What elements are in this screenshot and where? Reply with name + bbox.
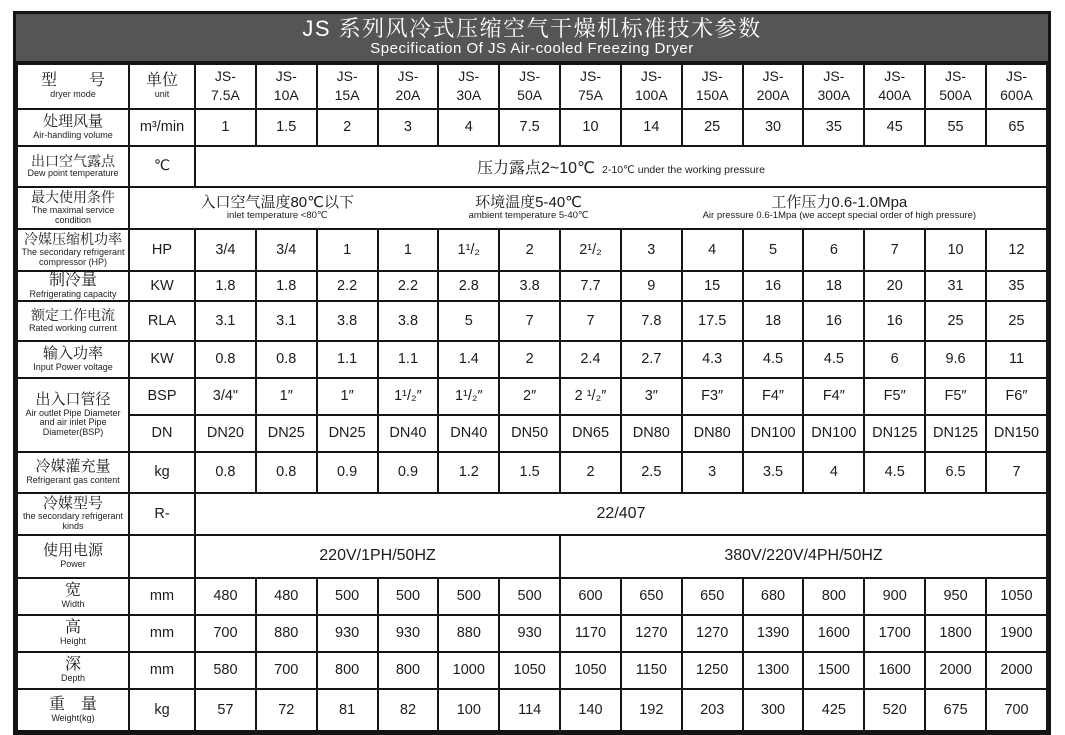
unit-cell: RLA — [129, 301, 195, 341]
model-header-cell — [499, 64, 560, 109]
value-cell: F5″ — [864, 378, 925, 415]
value-cell: 65 — [986, 109, 1047, 146]
model-name-top: JS- — [275, 68, 297, 85]
row-label-en: The secondary refrigerant compressor (HP) — [21, 246, 125, 267]
value-cell: DN20 — [195, 415, 256, 452]
unit-cell: KW — [129, 341, 195, 378]
value-cell: 1¹/₂″ — [438, 378, 499, 415]
value-cell: 1¹/₂″ — [378, 378, 439, 415]
row-label — [17, 652, 129, 689]
model-name-bottom: 15A — [334, 87, 360, 104]
value-cell: 1050 — [560, 652, 621, 689]
unit-cell: R- — [129, 493, 195, 535]
row-label-en: Input Power voltage — [33, 361, 113, 372]
value-cell: 0.8 — [256, 452, 317, 493]
condition-block — [634, 194, 1045, 221]
merged-value-cell — [195, 146, 1047, 187]
value-cell: 1270 — [621, 615, 682, 652]
value-cell: 30 — [743, 109, 804, 146]
spec-table — [16, 63, 1048, 732]
row-label — [17, 187, 129, 229]
value-cell: 1 — [378, 229, 439, 271]
model-header-cell — [986, 64, 1047, 109]
row-label-zh: 出口空气露点 — [31, 152, 115, 169]
value-cell: 5 — [438, 301, 499, 341]
model-header-cell — [925, 64, 986, 109]
model-name-bottom: 150A — [695, 87, 729, 104]
value-cell: 16 — [864, 301, 925, 341]
value-cell: 500 — [317, 578, 378, 615]
row-label — [17, 146, 129, 187]
value-cell: 17.5 — [682, 301, 743, 341]
value-cell: 1.1 — [378, 341, 439, 378]
model-name-bottom: 75A — [578, 87, 603, 104]
value-cell: 2.7 — [621, 341, 682, 378]
row-label-zh: 输入功率 — [42, 345, 103, 363]
value-cell: 2 ¹/₂″ — [560, 378, 621, 415]
condition-block — [423, 194, 633, 221]
value-cell: 2.4 — [560, 341, 621, 378]
value-cell: 1050 — [986, 578, 1047, 615]
model-header-cell — [378, 64, 439, 109]
value-cell: 6 — [803, 229, 864, 271]
row-label-zh: 宽 — [64, 582, 81, 600]
model-column-header-en: dryer mode — [50, 89, 96, 100]
value-cell: DN80 — [682, 415, 743, 452]
row-label-en: Dew point temperature — [27, 168, 119, 179]
value-cell: 2.8 — [438, 271, 499, 301]
value-cell: 81 — [317, 689, 378, 731]
value-cell: 7 — [986, 452, 1047, 493]
power-span-cell: 380V/220V/4PH/50HZ — [560, 535, 1047, 578]
value-cell: DN65 — [560, 415, 621, 452]
row-label-zh: 高 — [64, 619, 81, 637]
value-cell: 1700 — [864, 615, 925, 652]
value-cell: 4.3 — [682, 341, 743, 378]
value-cell: 1″ — [256, 378, 317, 415]
model-name-bottom: 400A — [878, 87, 912, 104]
value-cell: DN150 — [986, 415, 1047, 452]
value-cell: 580 — [195, 652, 256, 689]
value-cell: 18 — [743, 301, 804, 341]
row-label-en: Weight(kg) — [51, 712, 95, 723]
value-cell: 0.9 — [317, 452, 378, 493]
model-name-bottom: 10A — [273, 87, 299, 104]
value-cell: 3/4 — [195, 229, 256, 271]
value-cell: 12 — [986, 229, 1047, 271]
value-cell: 11 — [986, 341, 1047, 378]
value-cell: 1500 — [803, 652, 864, 689]
model-name-top: JS- — [640, 68, 662, 85]
row-label — [17, 493, 129, 535]
value-cell: 16 — [743, 271, 804, 301]
value-cell: 3/4" — [195, 378, 256, 415]
value-cell: 0.8 — [256, 341, 317, 378]
condition-block — [131, 194, 423, 221]
condition-zh: 环境温度5-40℃ — [475, 194, 583, 212]
value-cell: 3.1 — [195, 301, 256, 341]
value-cell: F4″ — [803, 378, 864, 415]
spec-sheet — [13, 11, 1051, 735]
merged-value-note: 2-10℃ under the working pressure — [602, 163, 765, 176]
value-cell: 1.5 — [256, 109, 317, 146]
value-cell: 2 — [317, 109, 378, 146]
row-label-zh: 制冷量 — [48, 271, 97, 289]
row-label-en: Rated working current — [28, 322, 118, 333]
page-title: JS 系列风冷式压缩空气干燥机标准技术参数 — [302, 16, 762, 41]
value-cell: 800 — [803, 578, 864, 615]
row-label-en: Depth — [60, 673, 86, 684]
row-label-zh: 最大使用条件 — [31, 189, 115, 206]
model-name-bottom: 100A — [634, 87, 668, 104]
value-cell: 6 — [864, 341, 925, 378]
model-header-cell — [743, 64, 804, 109]
value-cell: 4.5 — [864, 452, 925, 493]
value-cell: DN80 — [621, 415, 682, 452]
unit-column-header-en: unit — [154, 89, 170, 100]
row-label — [17, 271, 129, 301]
value-cell: 0.8 — [195, 452, 256, 493]
value-cell: 2″ — [499, 378, 560, 415]
unit-cell: HP — [129, 229, 195, 271]
model-name-top: JS- — [1005, 68, 1027, 85]
value-cell: 4.5 — [743, 341, 804, 378]
value-cell: 930 — [317, 615, 378, 652]
model-name-top: JS- — [762, 68, 784, 85]
value-cell: 18 — [803, 271, 864, 301]
value-cell: 45 — [864, 109, 925, 146]
condition-en: ambient temperature 5-40℃ — [468, 210, 589, 222]
value-cell: 1800 — [925, 615, 986, 652]
value-cell: 480 — [256, 578, 317, 615]
unit-cell: BSP — [129, 378, 195, 415]
model-header-cell — [682, 64, 743, 109]
row-label-en: Height — [59, 636, 86, 647]
unit-cell: mm — [129, 652, 195, 689]
model-column-header — [17, 64, 129, 109]
row-label — [17, 378, 129, 452]
model-name-bottom: 200A — [756, 87, 790, 104]
power-span-cell: 220V/1PH/50HZ — [195, 535, 560, 578]
value-cell: F3″ — [682, 378, 743, 415]
value-cell: 20 — [864, 271, 925, 301]
merged-value-main: 22/407 — [596, 504, 646, 522]
row-label-zh: 处理风量 — [42, 113, 103, 131]
value-cell: 2 — [499, 229, 560, 271]
value-cell: 900 — [864, 578, 925, 615]
model-header-cell — [195, 64, 256, 109]
condition-blocks — [131, 194, 1045, 221]
value-cell: 3.5 — [743, 452, 804, 493]
value-cell: 3.8 — [499, 271, 560, 301]
condition-zh: 入口空气温度80℃以下 — [200, 194, 354, 212]
row-label-en: Refrigerant gas content — [26, 474, 120, 485]
model-name-bottom: 50A — [517, 87, 543, 104]
unit-cell: DN — [129, 415, 195, 452]
model-header-cell — [438, 64, 499, 109]
value-cell: 2 — [499, 341, 560, 378]
value-cell: 1.8 — [195, 271, 256, 301]
value-cell: DN40 — [438, 415, 499, 452]
row-label-en: The maximal service condition — [31, 204, 115, 225]
value-cell: 3/4 — [256, 229, 317, 271]
model-name-bottom: 500A — [939, 87, 972, 104]
row-label — [17, 689, 129, 731]
condition-zh: 工作压力0.6-1.0Mpa — [771, 194, 908, 212]
condition-merged-cell — [129, 187, 1047, 229]
value-cell: 1.8 — [256, 271, 317, 301]
unit-cell: ℃ — [129, 146, 195, 187]
value-cell: 675 — [925, 689, 986, 731]
title-bar — [16, 14, 1048, 63]
value-cell: 1¹/₂ — [438, 229, 499, 271]
row-label-zh: 冷媒压缩机功率 — [24, 231, 122, 248]
value-cell: 140 — [560, 689, 621, 731]
value-cell: 4 — [682, 229, 743, 271]
value-cell: 1″ — [317, 378, 378, 415]
value-cell: 3 — [682, 452, 743, 493]
value-cell: 650 — [682, 578, 743, 615]
unit-cell: KW — [129, 271, 195, 301]
value-cell: 880 — [256, 615, 317, 652]
value-cell: DN100 — [743, 415, 804, 452]
value-cell: 192 — [621, 689, 682, 731]
row-label-zh: 冷媒型号 — [42, 494, 103, 512]
model-name-top: JS- — [519, 68, 541, 85]
model-name-bottom: 600A — [1000, 87, 1033, 104]
unit-cell: kg — [129, 452, 195, 493]
value-cell: 82 — [378, 689, 439, 731]
model-name-top: JS- — [823, 68, 845, 85]
value-cell: 25 — [925, 301, 986, 341]
value-cell: 500 — [378, 578, 439, 615]
value-cell: 500 — [499, 578, 560, 615]
value-cell: 2¹/₂ — [560, 229, 621, 271]
row-label-zh: 重 量 — [48, 695, 97, 713]
value-cell: 1.4 — [438, 341, 499, 378]
value-cell: 800 — [378, 652, 439, 689]
value-cell: 31 — [925, 271, 986, 301]
value-cell: 2.2 — [378, 271, 439, 301]
value-cell: 203 — [682, 689, 743, 731]
value-cell: DN40 — [378, 415, 439, 452]
condition-en: Air pressure 0.6-1Mpa (we accept special order of high pressure) — [702, 210, 977, 222]
row-label — [17, 452, 129, 493]
unit-column-header — [129, 64, 195, 109]
value-cell: 1.2 — [438, 452, 499, 493]
value-cell: 1 — [195, 109, 256, 146]
value-cell: 700 — [256, 652, 317, 689]
model-name-top: JS- — [579, 68, 601, 85]
model-header-cell — [864, 64, 925, 109]
value-cell: 14 — [621, 109, 682, 146]
value-cell: F4″ — [743, 378, 804, 415]
unit-cell-empty — [129, 535, 195, 578]
value-cell: 1150 — [621, 652, 682, 689]
value-cell: 4 — [803, 452, 864, 493]
value-cell: 700 — [195, 615, 256, 652]
value-cell: 0.8 — [195, 341, 256, 378]
model-name-top: JS- — [214, 68, 236, 85]
value-cell: 425 — [803, 689, 864, 731]
value-cell: 4.5 — [803, 341, 864, 378]
value-cell: 800 — [317, 652, 378, 689]
unit-cell: kg — [129, 689, 195, 731]
row-label — [17, 341, 129, 378]
value-cell: 3″ — [621, 378, 682, 415]
value-cell: 3 — [621, 229, 682, 271]
row-label — [17, 229, 129, 271]
value-cell: 1050 — [499, 652, 560, 689]
value-cell: 15 — [682, 271, 743, 301]
value-cell: 9 — [621, 271, 682, 301]
row-label — [17, 615, 129, 652]
value-cell: 950 — [925, 578, 986, 615]
row-label — [17, 109, 129, 146]
value-cell: 3 — [378, 109, 439, 146]
value-cell: 2000 — [925, 652, 986, 689]
model-name-bottom: 300A — [817, 87, 851, 104]
model-name-top: JS- — [945, 68, 967, 85]
value-cell: 520 — [864, 689, 925, 731]
value-cell: 1600 — [864, 652, 925, 689]
value-cell: 7.8 — [621, 301, 682, 341]
model-name-top: JS- — [458, 68, 480, 85]
model-name-bottom: 20A — [395, 87, 421, 104]
value-cell: 2.5 — [621, 452, 682, 493]
value-cell: 72 — [256, 689, 317, 731]
value-cell: 680 — [743, 578, 804, 615]
value-cell: 25 — [986, 301, 1047, 341]
merged-value-main: 压力露点2~10℃ — [477, 159, 596, 177]
value-cell: F5″ — [925, 378, 986, 415]
value-cell: DN125 — [925, 415, 986, 452]
value-cell: 1600 — [803, 615, 864, 652]
value-cell: 2 — [560, 452, 621, 493]
value-cell: 100 — [438, 689, 499, 731]
value-cell: 57 — [195, 689, 256, 731]
unit-cell: m³/min — [129, 109, 195, 146]
value-cell: 600 — [560, 578, 621, 615]
value-cell: 114 — [499, 689, 560, 731]
value-cell: DN25 — [256, 415, 317, 452]
row-label-en: Air-handling volume — [33, 129, 113, 140]
row-label-en: Width — [61, 599, 85, 610]
value-cell: 880 — [438, 615, 499, 652]
value-cell: 7 — [864, 229, 925, 271]
value-cell: DN25 — [317, 415, 378, 452]
unit-cell: mm — [129, 578, 195, 615]
value-cell: 930 — [378, 615, 439, 652]
condition-en: inlet temperature <80℃ — [226, 210, 328, 222]
value-cell: 35 — [986, 271, 1047, 301]
model-name-top: JS- — [397, 68, 419, 85]
model-header-cell — [621, 64, 682, 109]
value-cell: 7.7 — [560, 271, 621, 301]
value-cell: 500 — [438, 578, 499, 615]
model-name-bottom: 7.5A — [211, 87, 240, 104]
value-cell: 1270 — [682, 615, 743, 652]
value-cell: 4 — [438, 109, 499, 146]
value-cell: 1250 — [682, 652, 743, 689]
value-cell: 7 — [560, 301, 621, 341]
merged-value-cell — [195, 493, 1047, 535]
value-cell: 55 — [925, 109, 986, 146]
value-cell: 9.6 — [925, 341, 986, 378]
row-label-en: Power — [60, 558, 86, 569]
unit-cell: mm — [129, 615, 195, 652]
row-label — [17, 578, 129, 615]
row-label-zh: 冷媒灌充量 — [35, 458, 111, 476]
value-cell: 480 — [195, 578, 256, 615]
model-name-bottom: 30A — [456, 87, 482, 104]
value-cell: 300 — [743, 689, 804, 731]
row-label-en: Air outlet Pipe Diameter and air inlet Pipe Diameter(BSP) — [25, 407, 121, 438]
value-cell: 0.9 — [378, 452, 439, 493]
value-cell: 1390 — [743, 615, 804, 652]
row-label-en: Refrigerating capacity — [29, 288, 117, 299]
model-header-cell — [560, 64, 621, 109]
model-name-top: JS- — [336, 68, 358, 85]
row-label-zh: 使用电源 — [42, 542, 103, 560]
row-label-en: the secondary refrigerant kinds — [22, 511, 124, 532]
model-header-cell — [317, 64, 378, 109]
row-label-zh: 出入口管径 — [35, 390, 111, 408]
value-cell: 7.5 — [499, 109, 560, 146]
value-cell: 10 — [925, 229, 986, 271]
value-cell: 1 — [317, 229, 378, 271]
unit-column-header-zh: 单位 — [145, 72, 178, 90]
value-cell: 7 — [499, 301, 560, 341]
value-cell: 1.5 — [499, 452, 560, 493]
value-cell: 700 — [986, 689, 1047, 731]
model-header-cell — [256, 64, 317, 109]
row-label-zh: 额定工作电流 — [31, 307, 115, 324]
value-cell: F6″ — [986, 378, 1047, 415]
value-cell: 16 — [803, 301, 864, 341]
value-cell: DN50 — [499, 415, 560, 452]
value-cell: 1.1 — [317, 341, 378, 378]
value-cell: 1900 — [986, 615, 1047, 652]
value-cell: 2.2 — [317, 271, 378, 301]
value-cell: 930 — [499, 615, 560, 652]
value-cell: 3.8 — [378, 301, 439, 341]
value-cell: 10 — [560, 109, 621, 146]
row-label — [17, 301, 129, 341]
value-cell: 2000 — [986, 652, 1047, 689]
value-cell: 650 — [621, 578, 682, 615]
model-header-cell — [803, 64, 864, 109]
value-cell: 5 — [743, 229, 804, 271]
value-cell: 6.5 — [925, 452, 986, 493]
value-cell: 1300 — [743, 652, 804, 689]
model-name-top: JS- — [701, 68, 723, 85]
value-cell: DN100 — [803, 415, 864, 452]
row-label — [17, 535, 129, 578]
value-cell: 3.1 — [256, 301, 317, 341]
value-cell: 35 — [803, 109, 864, 146]
value-cell: 3.8 — [317, 301, 378, 341]
model-name-top: JS- — [884, 68, 906, 85]
page-subtitle: Specification Of JS Air-cooled Freezing Dryer — [370, 40, 694, 58]
value-cell: 1170 — [560, 615, 621, 652]
value-cell: DN125 — [864, 415, 925, 452]
row-label-zh: 深 — [64, 656, 81, 674]
value-cell: 1000 — [438, 652, 499, 689]
model-column-header-zh: 型 号 — [40, 72, 105, 90]
value-cell: 25 — [682, 109, 743, 146]
